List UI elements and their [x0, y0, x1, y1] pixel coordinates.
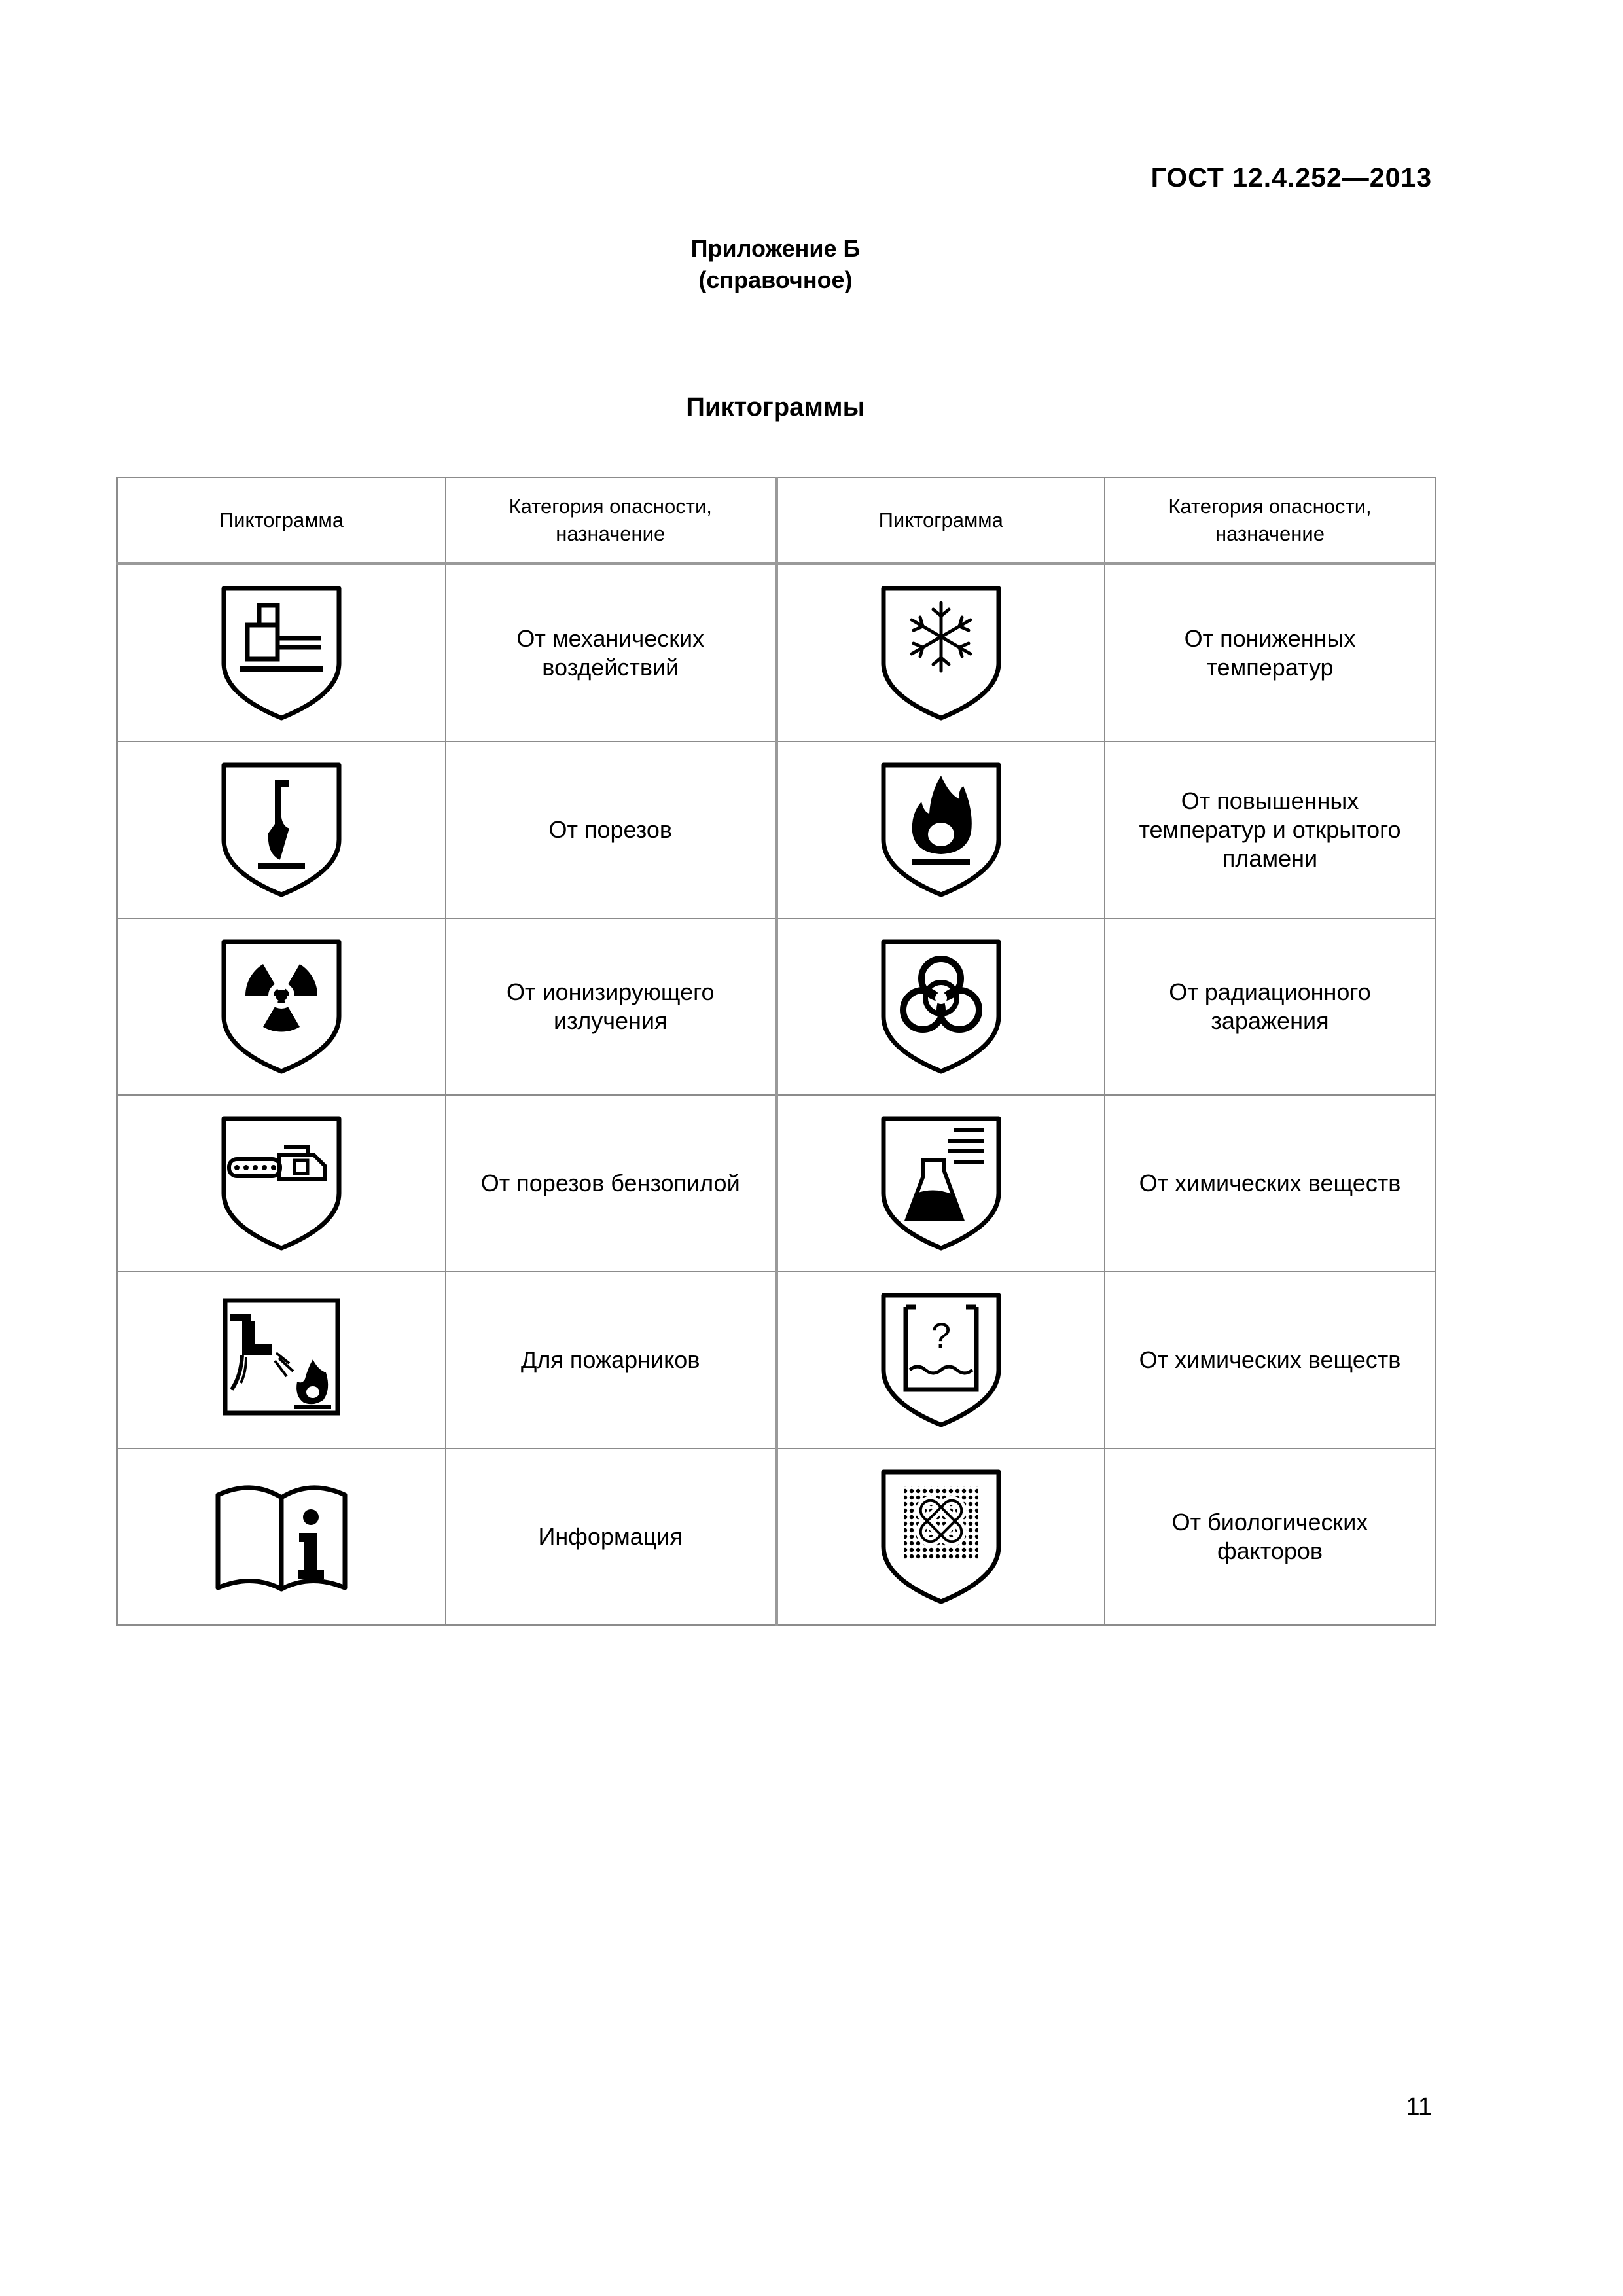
category-label: От порезов [446, 742, 776, 918]
appendix-subtitle: (справочное) [698, 266, 853, 293]
table-row [117, 1272, 1435, 1448]
header-pictogram: Пиктограмма [117, 478, 446, 564]
pictogram-cell [117, 1095, 446, 1272]
chainsaw-icon [216, 1115, 347, 1252]
mechanical-hazard-icon [216, 584, 347, 722]
category-label: Для пожарников [446, 1272, 776, 1448]
chemical-flask-icon [876, 1115, 1007, 1252]
category-label: От химических веществ [1105, 1095, 1435, 1272]
radioactive-contamination-icon [876, 938, 1007, 1075]
pictogram-cell [117, 918, 446, 1095]
category-label: От биологических факторов [1105, 1448, 1435, 1625]
pictogram-cell [776, 1272, 1105, 1448]
page-number: 11 [1406, 2093, 1432, 2121]
cut-hazard-icon [216, 761, 347, 899]
appendix-title: Приложение Б [690, 235, 861, 262]
appendix-heading [0, 233, 1551, 296]
table-row [117, 1448, 1435, 1625]
category-label: Информация [446, 1448, 776, 1625]
pictogram-cell [776, 742, 1105, 918]
pictogram-cell [776, 564, 1105, 742]
firefighter-icon [216, 1291, 347, 1429]
category-label: От порезов бензопилой [446, 1095, 776, 1272]
header-category: Категория опасности, назначение [1105, 478, 1435, 564]
header-category: Категория опасности, назначение [446, 478, 776, 564]
category-label: От радиационного заражения [1105, 918, 1435, 1095]
table-row [117, 1095, 1435, 1272]
table-row [117, 564, 1435, 742]
pictogram-cell [776, 918, 1105, 1095]
information-book-icon [206, 1478, 357, 1596]
cold-hazard-icon [876, 584, 1007, 722]
table-row [117, 918, 1435, 1095]
pictogram-table [116, 477, 1436, 1626]
table-header-row [117, 478, 1435, 564]
pictogram-cell [117, 1272, 446, 1448]
biological-hazard-icon [876, 1468, 1007, 1605]
section-title: Пиктограммы [686, 393, 865, 422]
category-label: От механических воздействий [446, 564, 776, 742]
chemical-unknown-icon [876, 1291, 1007, 1429]
category-label: От ионизирующего излучения [446, 918, 776, 1095]
table-row [117, 742, 1435, 918]
pictogram-cell [117, 1448, 446, 1625]
category-label: От повышенных температур и открытого пламени [1105, 742, 1435, 918]
category-label: От пониженных температур [1105, 564, 1435, 742]
svg-text:?: ? [931, 1316, 951, 1355]
standard-number: ГОСТ 12.4.252—2013 [1150, 162, 1432, 192]
pictogram-cell [117, 564, 446, 742]
category-label: От химических веществ [1105, 1272, 1435, 1448]
pictogram-cell [117, 742, 446, 918]
pictogram-cell [776, 1095, 1105, 1272]
ionizing-radiation-icon [216, 938, 347, 1075]
header-pictogram: Пиктограмма [776, 478, 1105, 564]
pictogram-cell [776, 1448, 1105, 1625]
heat-flame-icon [876, 761, 1007, 899]
